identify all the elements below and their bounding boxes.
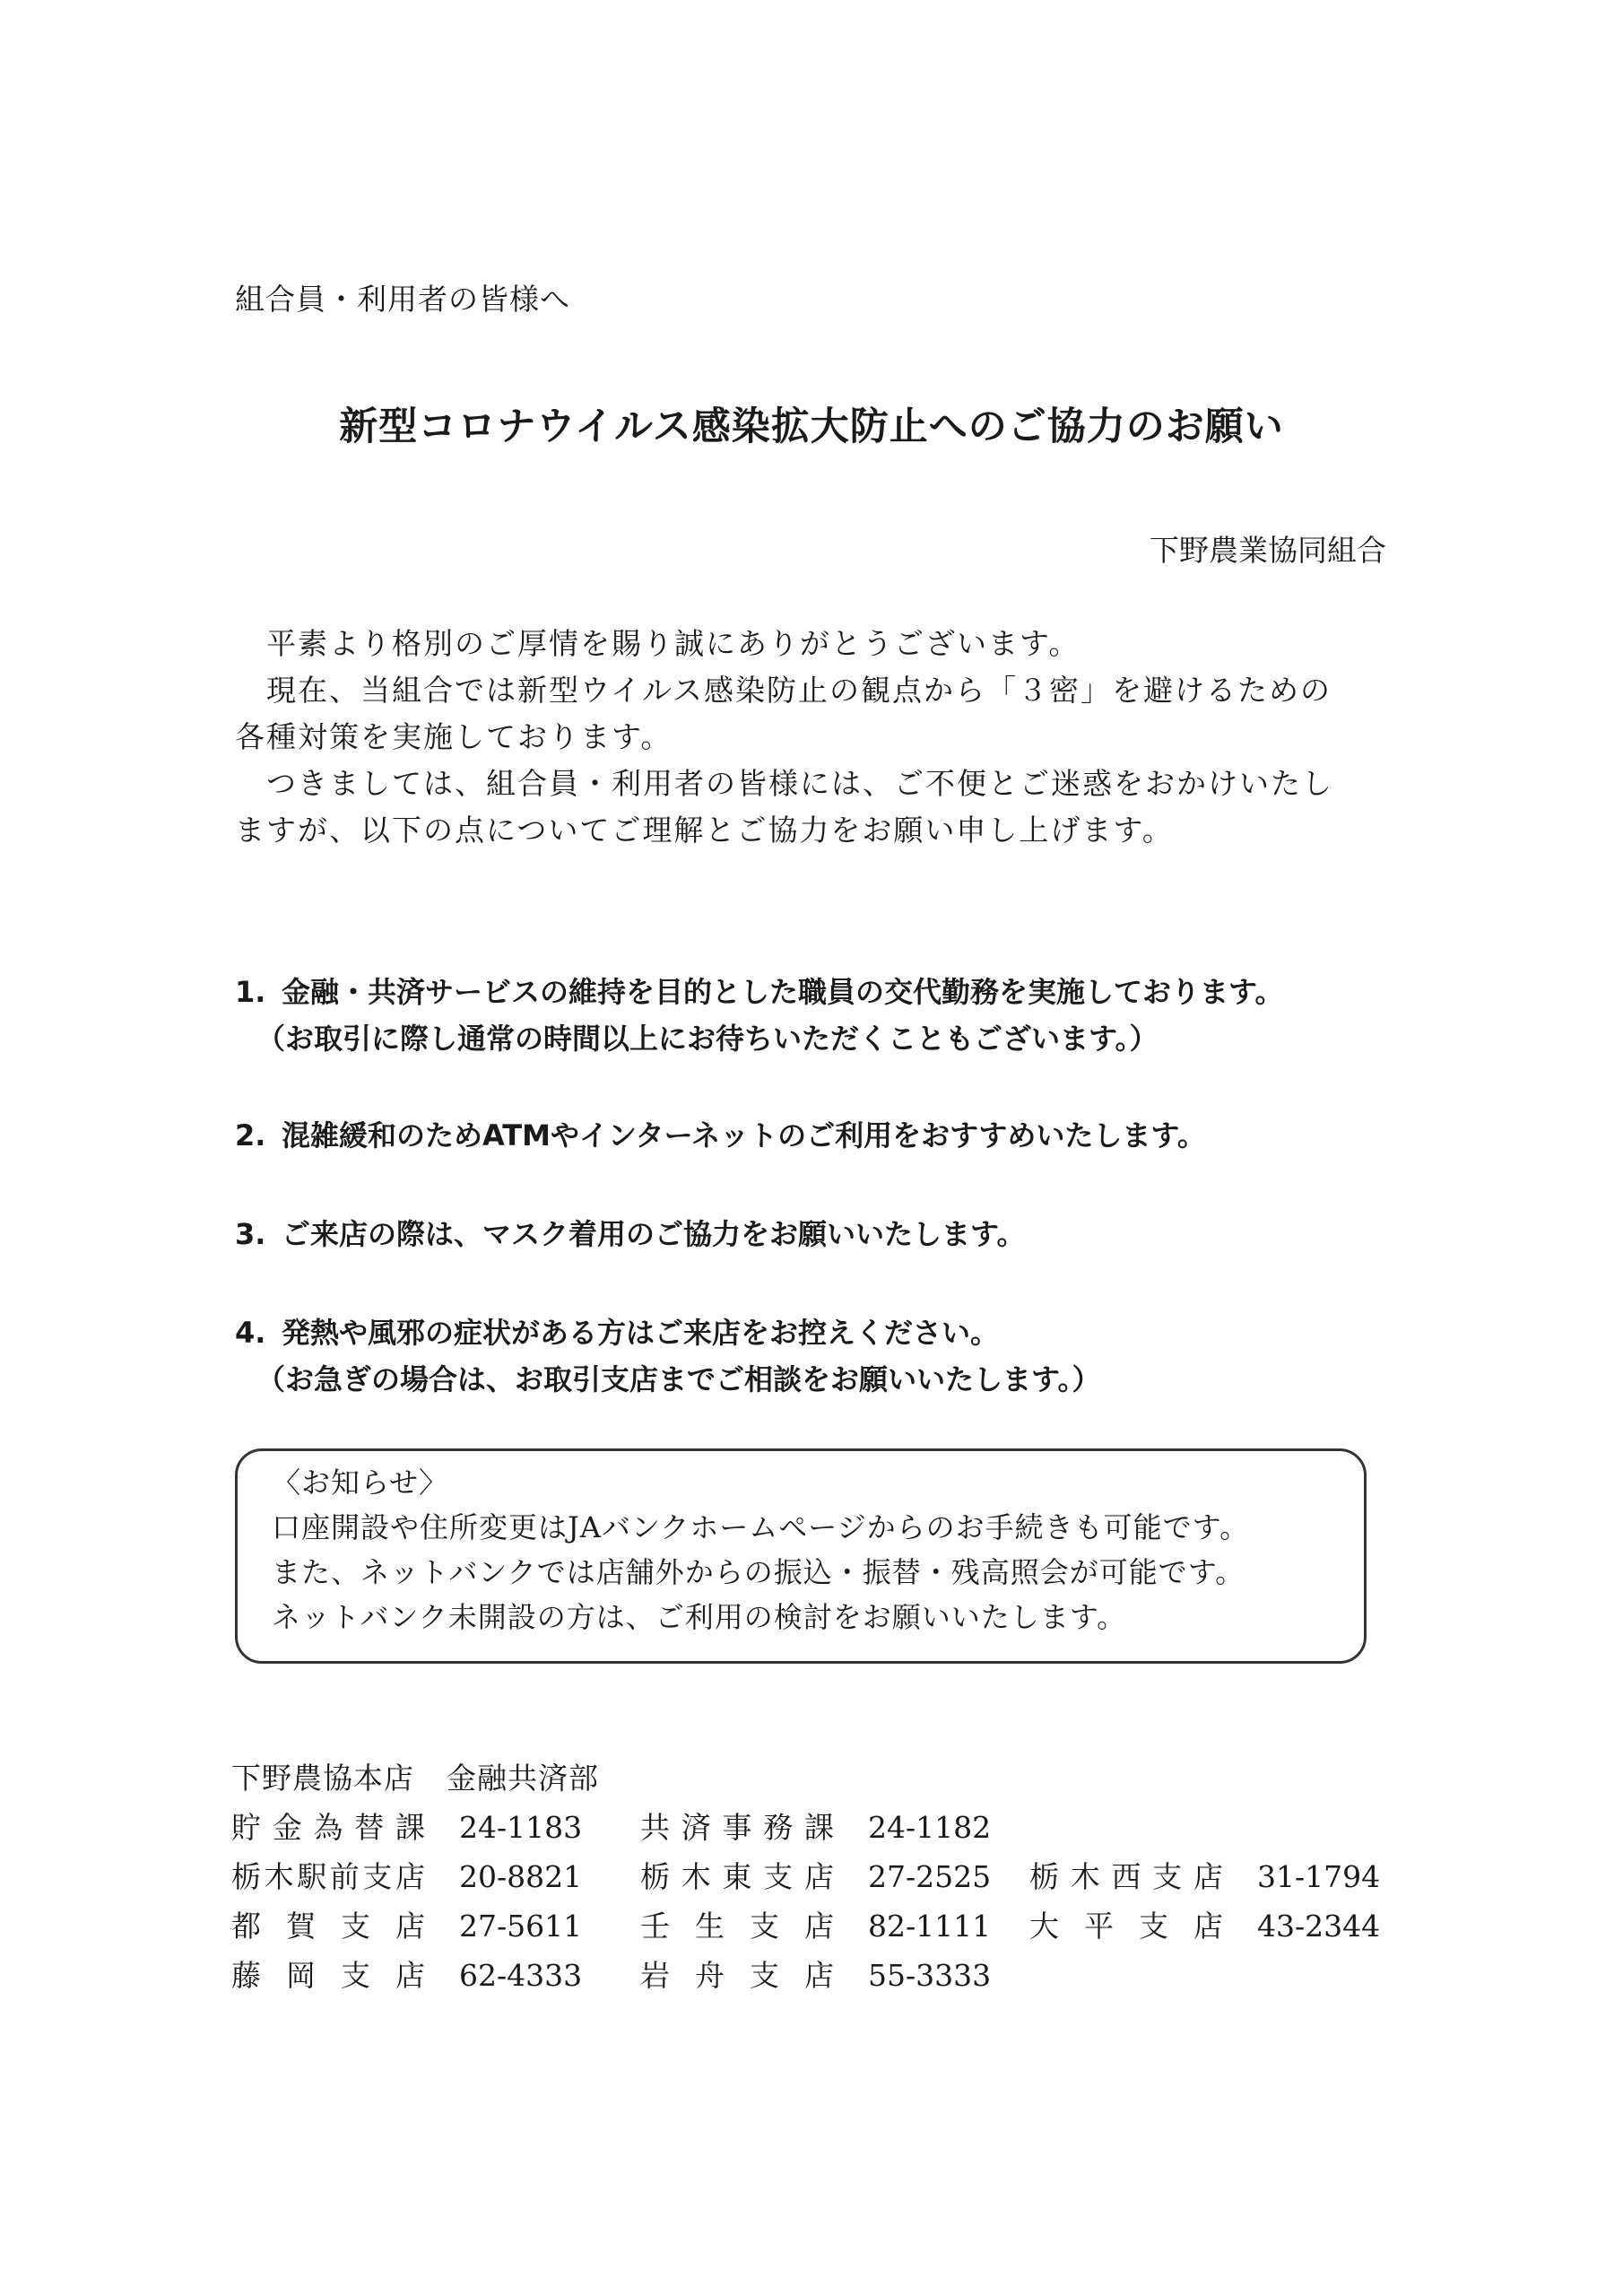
contact-row — [231, 1901, 1381, 1951]
branch-name: 栃木駅前支店 — [231, 1859, 425, 1894]
item-text: ご来店の際は、マスク着用のご協力をお願いいたします。 — [282, 1217, 1026, 1251]
request-item-4 — [235, 1309, 1100, 1403]
intro-line: つきましては、組合員・利用者の皆様には、ご不便とご迷惑をおかけいたし — [235, 766, 1333, 801]
intro-paragraph — [235, 621, 1401, 854]
branch-name: 栃木西支店 — [1029, 1859, 1223, 1894]
item-text: 金融・共済サービスの維持を目的とした職員の交代勤務を実施しております。 — [282, 975, 1284, 1009]
branch-tel: 55-3333 — [868, 1958, 992, 1993]
notice-line: 口座開設や住所変更はJAバンクホームページからのお手続きも可能です。 — [272, 1510, 1250, 1544]
item-note: （お取引に際し通常の時間以上にお待ちいただくこともございます。） — [256, 1022, 1159, 1056]
branch-tel: 27-5611 — [459, 1909, 583, 1944]
request-item-1 — [235, 969, 1283, 1062]
branch-tel: 62-4333 — [459, 1958, 583, 1993]
item-number: 1. — [235, 975, 266, 1009]
notice-line: ネットバンク未開設の方は、ご利用の検討をお願いいたします。 — [272, 1600, 1127, 1634]
organization-name: 下野農業協同組合 — [1150, 533, 1386, 568]
item-text: 混雑緩和のためATMやインターネットのご利用をおすすめいたします。 — [282, 1118, 1206, 1152]
branch-tel: 20-8821 — [459, 1859, 583, 1894]
greeting: 組合員・利用者の皆様へ — [235, 282, 570, 317]
branch-tel: 27-2525 — [868, 1859, 992, 1894]
request-item-3 — [235, 1211, 1025, 1257]
intro-line: ますが、以下の点についてご理解とご協力をお願い申し上げます。 — [235, 813, 1174, 848]
item-number: 2. — [235, 1118, 266, 1152]
head-office: 下野農協本店 — [231, 1761, 414, 1796]
document-title: 新型コロナウイルス感染拡大防止へのご協力のお願い — [339, 404, 1284, 449]
item-text: 発熱や風邪の症状がある方はご来店をお控えください。 — [282, 1316, 1000, 1350]
branch-name: 都賀支店 — [231, 1909, 425, 1944]
branch-name: 貯金為替課 — [231, 1810, 425, 1845]
intro-line: 平素より格別のご厚情を賜り誠にありがとうございます。 — [235, 626, 1081, 661]
branch-name: 共済事務課 — [640, 1810, 834, 1845]
intro-line: 各種対策を実施しております。 — [235, 719, 673, 754]
department: 金融共済部 — [447, 1761, 599, 1796]
branch-tel: 31-1794 — [1257, 1859, 1381, 1894]
item-number: 3. — [235, 1217, 266, 1251]
branch-tel: 43-2344 — [1257, 1909, 1381, 1944]
branch-tel: 24-1182 — [868, 1810, 992, 1845]
intro-line: 現在、当組合では新型ウイルス感染防止の観点から「３密」を避けるための — [235, 673, 1332, 708]
notice-heading: 〈お知らせ〉 — [272, 1465, 449, 1500]
contact-row — [231, 1803, 992, 1852]
notice-line: また、ネットバンクでは店舗外からの振込・振替・残高照会が可能です。 — [272, 1555, 1245, 1589]
contact-directory — [231, 1753, 1381, 2000]
branch-name: 岩舟支店 — [640, 1958, 834, 1993]
contact-row — [231, 1852, 1381, 1901]
request-item-2 — [235, 1112, 1206, 1159]
item-note: （お急ぎの場合は、お取引支店までご相談をお願いいたします。） — [256, 1362, 1101, 1396]
branch-name: 栃木東支店 — [640, 1859, 834, 1894]
contact-row — [231, 1951, 992, 2000]
branch-tel: 82-1111 — [868, 1909, 992, 1944]
contact-header — [231, 1753, 599, 1803]
notice-box — [235, 1448, 1367, 1664]
branch-name: 大平支店 — [1029, 1909, 1223, 1944]
branch-tel: 24-1183 — [459, 1810, 583, 1845]
branch-name: 壬生支店 — [640, 1909, 834, 1944]
branch-name: 藤岡支店 — [231, 1958, 425, 1993]
item-number: 4. — [235, 1316, 266, 1350]
